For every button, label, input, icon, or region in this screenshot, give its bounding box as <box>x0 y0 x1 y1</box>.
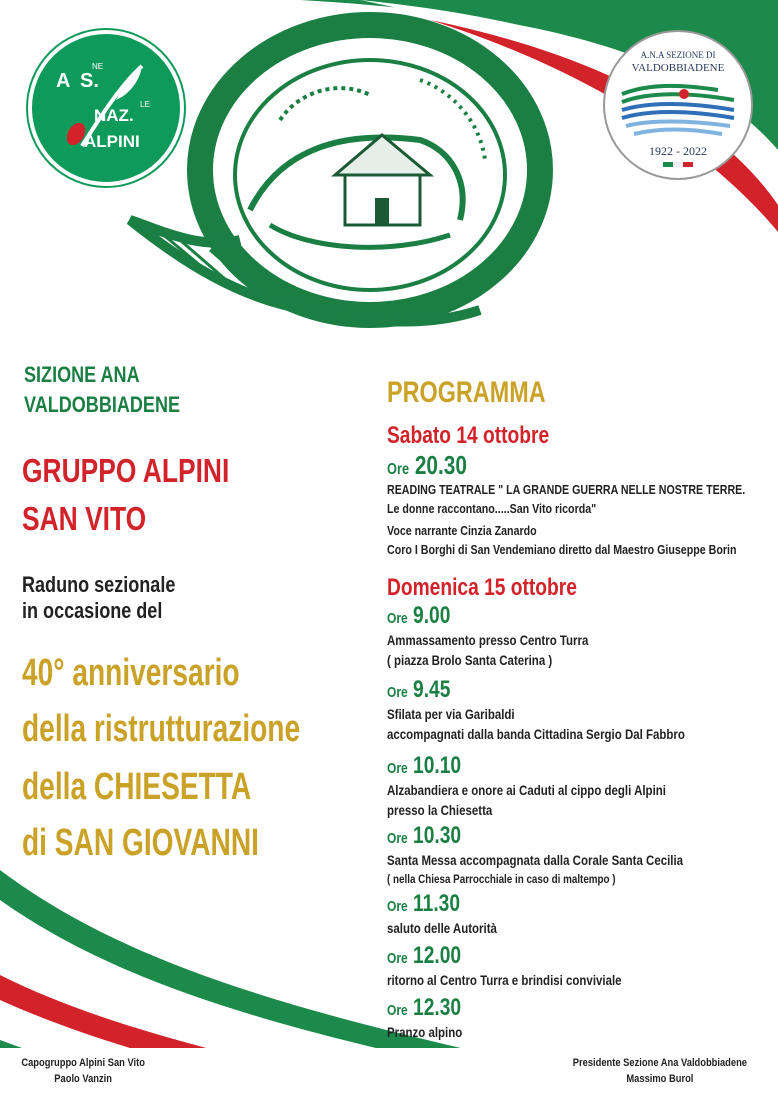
intro-line-1: Raduno sezionale <box>22 572 176 597</box>
title-line-4: di SAN GIOVANNI <box>22 822 259 864</box>
section-line-2: VALDOBBIADENE <box>24 392 181 417</box>
sabato-line-3: Voce narrante Cinzia Zanardo <box>387 523 537 538</box>
logo-letter-a: A <box>56 70 71 92</box>
event-line-2: ( nella Chiesa Parrocchiale in caso di maltempo ) <box>387 872 616 886</box>
waves-icon <box>618 80 738 140</box>
logo-ne: NE <box>92 62 104 71</box>
sabato-day: Sabato 14 ottobre <box>387 422 550 449</box>
valdobbiadene-logo <box>603 30 753 180</box>
logo-le: LE <box>140 100 150 109</box>
footer-left-role: Capogruppo Alpini San Vito <box>21 1057 145 1069</box>
event-line-1: Sfilata per via Garibaldi <box>387 706 515 722</box>
event-time: 10.30 <box>413 822 462 849</box>
ore-label: Ore <box>387 760 408 777</box>
event-time-row <box>387 602 450 630</box>
event-time-row <box>387 676 450 704</box>
chapel-illustration <box>120 10 570 360</box>
sabato-line-2: Le donne raccontano.....San Vito ricorda" <box>387 501 597 516</box>
sabato-line-1: READING TEATRALE " LA GRANDE GUERRA NELLE NOSTRE TERRE. <box>387 482 746 497</box>
section-line-1: SIZIONE ANA <box>24 362 140 387</box>
ore-label: Ore <box>387 610 408 627</box>
event-time: 9.45 <box>413 676 451 703</box>
event-line-2: accompagnati dalla banda Cittadina Sergio Dal Fabbro <box>387 726 685 742</box>
event-line-1: Alzabandiera e onore ai Caduti al cippo degli Alpini <box>387 782 666 798</box>
ore-label: Ore <box>387 950 408 967</box>
group-line-1: GRUPPO ALPINI <box>22 452 230 489</box>
title-line-3: della CHIESETTA <box>22 766 252 808</box>
event-line-2: ( piazza Brolo Santa Caterina ) <box>387 652 553 668</box>
sabato-time-row <box>387 450 467 481</box>
event-line-1: saluto delle Autorità <box>387 920 497 936</box>
event-time-row <box>387 994 461 1022</box>
footer-right-name: Massimo Burol <box>626 1073 694 1085</box>
ore-label: Ore <box>387 830 408 847</box>
logo-years: 1922 - 2022 <box>649 144 707 158</box>
event-time-row <box>387 890 460 918</box>
flag-icon <box>663 162 693 167</box>
ore-label: Ore <box>387 461 410 478</box>
event-time: 10.10 <box>413 752 462 779</box>
event-line-1: Pranzo alpino <box>387 1024 463 1040</box>
logo-valdobbiadene: VALDOBBIADENE <box>631 62 725 74</box>
title-line-1: 40° anniversario <box>22 652 240 694</box>
sabato-time: 20.30 <box>414 450 467 480</box>
event-time: 12.00 <box>413 942 462 969</box>
intro-line-2: in occasione del <box>22 598 163 623</box>
ore-label: Ore <box>387 898 408 915</box>
event-time: 12.30 <box>413 994 462 1021</box>
event-line-2: presso la Chiesetta <box>387 802 493 818</box>
logo-alpini: ALPINI <box>84 132 140 151</box>
event-time: 9.00 <box>413 602 451 629</box>
logo-letter-s: S. <box>80 70 99 92</box>
footer-right-role: Presidente Sezione Ana Valdobbiadene <box>572 1057 748 1069</box>
group-line-2: SAN VITO <box>22 500 147 537</box>
ore-label: Ore <box>387 684 408 701</box>
domenica-day: Domenica 15 ottobre <box>387 574 577 601</box>
programma-heading: PROGRAMMA <box>387 376 546 409</box>
title-line-2: della ristrutturazione <box>22 708 301 750</box>
event-time: 11.30 <box>413 890 461 917</box>
sabato-line-4: Coro I Borghi di San Vendemiano diretto dal Maestro Giuseppe Borin <box>387 542 737 557</box>
ana-logo <box>28 30 184 186</box>
event-time-row <box>387 822 461 850</box>
logo-sezione: A.N.A SEZIONE DI <box>640 50 716 60</box>
footer-left-name: Paolo Vanzin <box>54 1073 112 1085</box>
ore-label: Ore <box>387 1002 408 1019</box>
logo-naz: NAZ. <box>94 106 134 125</box>
event-time-row <box>387 752 461 780</box>
event-line-1: Ammassamento presso Centro Turra <box>387 632 589 648</box>
event-line-1: Santa Messa accompagnata dalla Corale Santa Cecilia <box>387 852 684 868</box>
event-time-row <box>387 942 461 970</box>
event-line-1: ritorno al Centro Turra e brindisi conviviale <box>387 972 622 988</box>
